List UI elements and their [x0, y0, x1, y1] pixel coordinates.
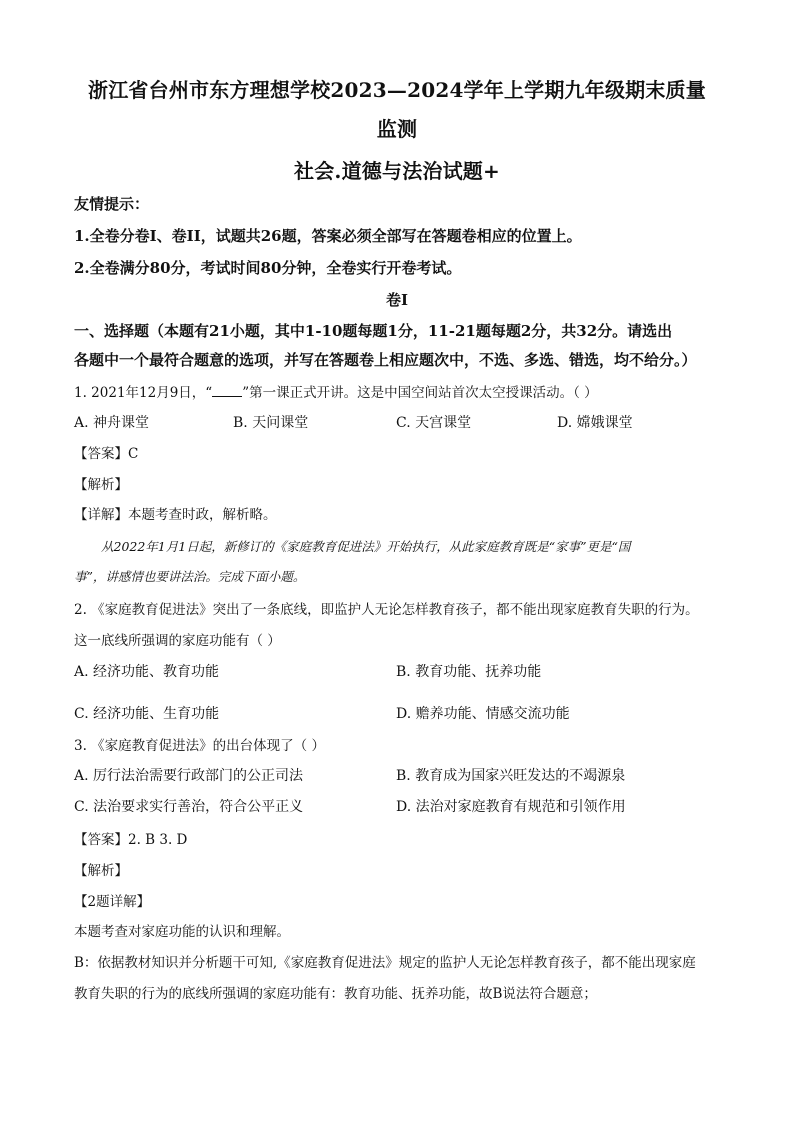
question-1-option-b: B. 天问课堂: [233, 415, 309, 431]
question-3-option-a: A. 厉行法治需要行政部门的公正司法: [74, 768, 304, 784]
question-2-detail-line-2: B：依据教材知识并分析题干可知,《家庭教育促进法》规定的监护人无论怎样教育孩子，都不能出现家庭: [74, 955, 696, 971]
question-2-stem-1: 2. 《家庭教育促进法》突出了一条底线，即监护人无论怎样教育孩子，都不能出现家庭教育失职的行为。: [74, 602, 699, 618]
question-3-option-b: B. 教育成为国家兴旺发达的不竭源泉: [396, 768, 626, 784]
question-2-detail-heading: 【2题详解】: [74, 894, 151, 910]
questions-2-3-answer: 【答案】2. B 3. D: [74, 832, 188, 848]
question-1-suffix: ”第一课正式开讲。这是中国空间站首次太空授课活动。（ ）: [242, 385, 598, 401]
question-1-prefix: 1. 2021年12月9日，“: [74, 385, 213, 401]
passage-line-1: 从2022年1月1日起，新修订的《家庭教育促进法》开始执行，从此家庭教育既是“家事”更是“国: [101, 539, 631, 554]
exam-title-line2: 监测: [376, 117, 418, 141]
question-2-option-b: B. 教育功能、抚养功能: [396, 664, 542, 680]
question-1-blank: [212, 384, 242, 397]
question-1-option-d: D. 嫦娥课堂: [557, 415, 633, 431]
question-3-option-c: C. 法治要求实行善治，符合公平正义: [74, 799, 304, 815]
section-instructions-1: 一、选择题（本题有21小题，其中1-10题每题1分，11-21题每题2分，共32分。请选出: [74, 322, 673, 340]
question-1-stem: [74, 381, 598, 401]
question-1-option-c: C. 天宫课堂: [396, 415, 472, 431]
question-1-option-a: A. 神舟课堂: [74, 415, 150, 431]
passage-line-2: 事”，讲感情也要讲法治。完成下面小题。: [74, 569, 306, 584]
question-1-answer: 【答案】C: [74, 446, 139, 462]
exam-subtitle: 社会.道德与法治试题+: [294, 159, 500, 183]
question-2-option-d: D. 赡养功能、情感交流功能: [396, 706, 570, 722]
question-2-option-c: C. 经济功能、生育功能: [74, 706, 220, 722]
section-label: 卷I: [385, 291, 409, 309]
question-2-option-a: A. 经济功能、教育功能: [74, 664, 220, 680]
note-item-2: 2.全卷满分80分，考试时间80分钟，全卷实行开卷考试。: [74, 259, 462, 277]
question-2-detail-line-3: 教育失职的行为的底线所强调的家庭功能有：教育功能、抚养功能，故B说法符合题意；: [74, 986, 597, 1002]
notes-heading: 友情提示：: [74, 195, 150, 213]
question-3-stem: 3. 《家庭教育促进法》的出台体现了（ ）: [74, 738, 325, 754]
note-item-1: 1.全卷分卷I、卷II，试题共26题，答案必须全部写在答题卷相应的位置上。: [74, 227, 582, 245]
exam-title-line1: 浙江省台州市东方理想学校2023—2024学年上学期九年级期末质量: [88, 78, 706, 102]
question-1-detail: 【详解】本题考查时政，解析略。: [74, 507, 277, 523]
question-2-stem-2: 这一底线所强调的家庭功能有（ ）: [74, 633, 281, 649]
question-1-analysis-label: 【解析】: [74, 477, 128, 493]
question-3-option-d: D. 法治对家庭教育有规范和引领作用: [396, 799, 626, 815]
questions-2-3-analysis-label: 【解析】: [74, 863, 128, 879]
question-2-detail-line-1: 本题考查对家庭功能的认识和理解。: [74, 924, 290, 940]
section-instructions-2: 各题中一个最符合题意的选项，并写在答题卷上相应题次中，不选、多选、错选，均不给分。）: [74, 351, 697, 369]
